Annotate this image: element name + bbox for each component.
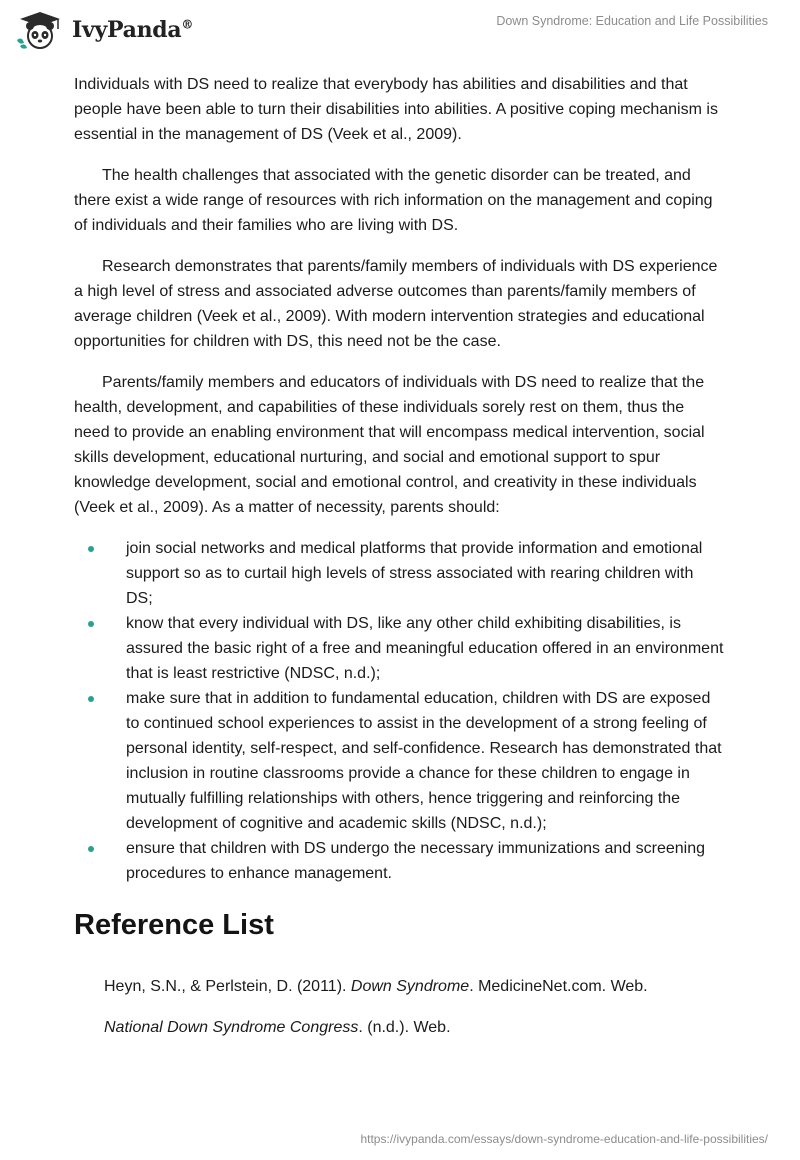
list-item: make sure that in addition to fundamental education, children with DS are exposed to continued school experiences to assist in the development of a strong feeling of personal identity, self-respect, and self-confidence. Research has demonstrated that inclusion in routine classrooms provide a chance for these children to engage in mutually fulfilling relationships with others, hence triggering and reinforcing the development of cognitive and academic skills (NDSC, n.d.); — [74, 686, 724, 836]
essay-body — [74, 72, 724, 1056]
paragraph: Individuals with DS need to realize that everybody has abilities and disabilities and that people have been able to turn their disabilities into abilities. A positive coping mechanism is essential in the management of DS (Veek et al., 2009). — [74, 76, 718, 143]
page-header — [0, 0, 800, 62]
bullet-icon — [88, 846, 94, 852]
reference-item: National Down Syndrome Congress. (n.d.). Web. — [104, 1019, 451, 1036]
paragraph: Research demonstrates that parents/family members of individuals with DS experience a high level of stress and associated adverse outcomes than parents/family members of average children (Veek et al., 2009). With modern intervention strategies and educational opportunities for children with DS, this need not be the case. — [74, 258, 718, 350]
parent-recommendations-list — [74, 536, 724, 886]
panda-graduate-icon — [14, 10, 66, 50]
reference-list-heading: Reference List — [74, 909, 274, 941]
bullet-icon — [88, 546, 94, 552]
reference-item: Heyn, S.N., & Perlstein, D. (2011). Down Syndrome. MedicineNet.com. Web. — [104, 978, 648, 995]
bullet-icon — [88, 621, 94, 627]
brand-name: IvyPanda® — [72, 17, 194, 43]
paragraph: Parents/family members and educators of individuals with DS need to realize that the health, development, and capabilities of these individuals sorely rest on them, thus the need to provide an enabling environment that will encompass medical intervention, social skills development, educational nurturing, and social and emotional support to spur knowledge development, social and emotional control, and creativity in these individuals (Veek et al., 2009). As a matter of necessity, parents should: — [74, 374, 705, 516]
list-item: join social networks and medical platforms that provide information and emotional support so as to curtail high levels of stress associated with rearing children with DS; — [74, 536, 724, 611]
ivypanda-logo[interactable] — [14, 10, 193, 50]
document-title: Down Syndrome: Education and Life Possibilities — [496, 14, 768, 28]
paragraph: The health challenges that associated with the genetic disorder can be treated, and there exist a wide range of resources with rich information on the management and coping of individuals and their families who are living with DS. — [74, 167, 713, 234]
bullet-icon — [88, 696, 94, 702]
list-item: ensure that children with DS undergo the necessary immunizations and screening procedures to enhance management. — [74, 836, 724, 886]
footer-source-url[interactable]: https://ivypanda.com/essays/down-syndrome-education-and-life-possibilities/ — [360, 1132, 768, 1146]
list-item: know that every individual with DS, like any other child exhibiting disabilities, is assured the basic right of a free and meaningful education offered in an environment that is least restrictive (NDSC, n.d.); — [74, 611, 724, 686]
